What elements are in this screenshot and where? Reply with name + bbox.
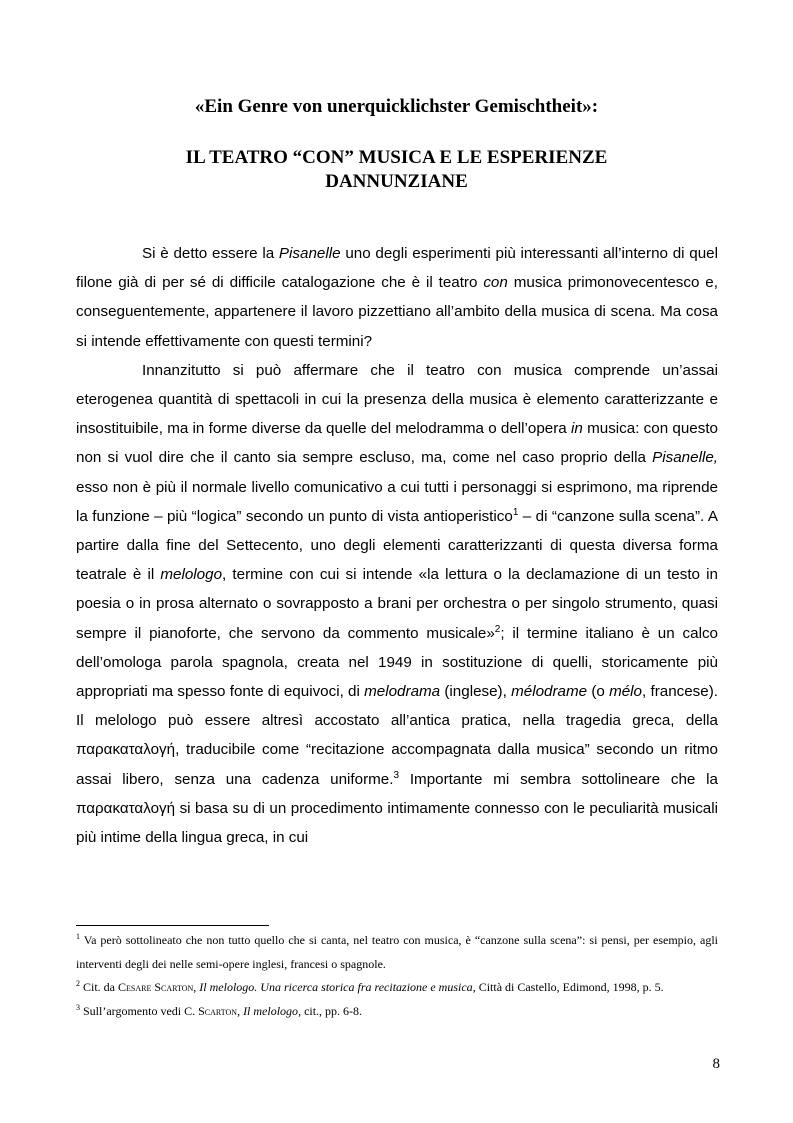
- italic-text: melologo: [160, 566, 223, 584]
- footnote-ref-2[interactable]: 2: [494, 623, 501, 635]
- italic-text: mélo: [609, 683, 642, 701]
- footnote-text: , cit., pp. 6-8.: [298, 1003, 363, 1018]
- footnote-text: ,: [193, 980, 200, 994]
- text-run: ; il termine italiano è un calco dell’omologa parola spagnola, creata nel 1949 in sostituzione di quelli, storicamente più appropriati ma spesso fonte di equivoci, di: [76, 624, 718, 701]
- footnote-text: Va però sottolineato che non tutto quello che si canta, nel teatro con musica, è “canzone sulla scena”: si pensi, per esempio, agli interventi degli dei nelle semi-opere inglesi, francesi o spagnole.: [76, 933, 718, 971]
- text-run: – di “canzone sulla scena”. A partire dalla fine del Settecento, uno degli elementi caratterizzanti di questa diversa forma teatrale è il: [76, 507, 718, 584]
- author-name: Cesare Scarton: [118, 980, 194, 994]
- italic-text: Pisanelle,: [652, 449, 718, 467]
- footnote-text: Sull’argomento vedi C.: [80, 1003, 199, 1018]
- text-run: esso non è più il normale livello comunicativo a cui tutti i personaggi si esprimono, ma riprende la funzione – più “logica” secondo un punto di vista antioperistico: [76, 478, 718, 525]
- text-run: , termine con cui si intende «la lettura o la declamazione di un testo in poesia o in prosa alternato o sovrapposto a brani per orchestra o per singolo strumento, quasi sempre il pianoforte, che servono da commento musicale»: [76, 566, 718, 642]
- text-run: Importante mi sembra sottolineare che la παρακαταλογή si basa su di un procedimento intimamente connesso con le peculiarità musicali più intime della lingua greca, in cui: [76, 770, 718, 847]
- chapter-subtitle: «Ein Genre von unerquicklichster Gemischtheit»:: [194, 96, 599, 117]
- body-text: [76, 239, 718, 852]
- italic-text: Pisanelle: [278, 245, 341, 262]
- footnote-number: 2: [76, 979, 80, 988]
- text-run: (inglese),: [440, 683, 512, 701]
- italic-text: in: [571, 420, 583, 438]
- footnote-separator: [76, 925, 269, 926]
- paragraph-1: [76, 239, 718, 356]
- footnote-number: 1: [76, 932, 80, 941]
- paragraph-2: [76, 356, 718, 852]
- footnote-number: 3: [76, 1002, 80, 1012]
- work-title: Il melologo. Una ricerca storica fra recitazione e musica: [199, 980, 473, 994]
- footnote-ref-3[interactable]: 3: [393, 769, 400, 781]
- text-run: , francese). Il melologo può essere altresì accostato all’antica pratica, nella tragedia greca, della παρακαταλογή, traducibile come “recitazione accompagnata dalla musica” secondo un ritmo assai libero, senza una cadenza uniforme.: [76, 683, 719, 788]
- text-run: Si è detto essere la: [142, 245, 279, 262]
- text-run: musica: con questo non si vuol dire che il canto sia sempre escluso, ma, come nel caso proprio della: [76, 420, 719, 467]
- text-run: musica primonovecentesco e, conseguentemente, appartenere il lavoro pizzettiano all’ambito della musica di scena. Ma cosa si intende effettivamente con questi termini?: [76, 274, 718, 350]
- italic-text: mélodrame: [511, 683, 588, 701]
- italic-text: con: [483, 274, 508, 292]
- footnote-text: ,: [237, 1003, 244, 1018]
- page-number: 8: [712, 1056, 720, 1072]
- footnote-3: [76, 1000, 718, 1024]
- footnote-1: [76, 929, 718, 976]
- chapter-title: IL TEATRO “CON” MUSICA E LE ESPERIENZE DANNUNZIANE: [185, 147, 608, 192]
- italic-text: melodrama: [364, 683, 441, 701]
- footnote-ref-1[interactable]: 1: [512, 506, 519, 518]
- text-run: Innanzitutto si può affermare che il teatro con musica comprende un’assai eterogenea quantità di spettacoli in cui la presenza della musica è elemento caratterizzante e insostituibile, ma in forme diverse da quelle del melodramma o dell’opera: [76, 361, 718, 438]
- work-title: Il melologo: [243, 1003, 299, 1018]
- text-run: (o: [587, 683, 610, 701]
- author-name: Scarton: [198, 1003, 238, 1018]
- footnote-2: [76, 976, 718, 1000]
- footnotes: [76, 929, 718, 1023]
- text-run: uno degli esperimenti più interessanti all’interno di quel filone già di per sé di difficile catalogazione che è il teatro: [76, 245, 719, 292]
- footnote-text: Cit. da: [80, 980, 118, 994]
- footnote-text: , Città di Castello, Edimond, 1998, p. 5.: [472, 980, 664, 994]
